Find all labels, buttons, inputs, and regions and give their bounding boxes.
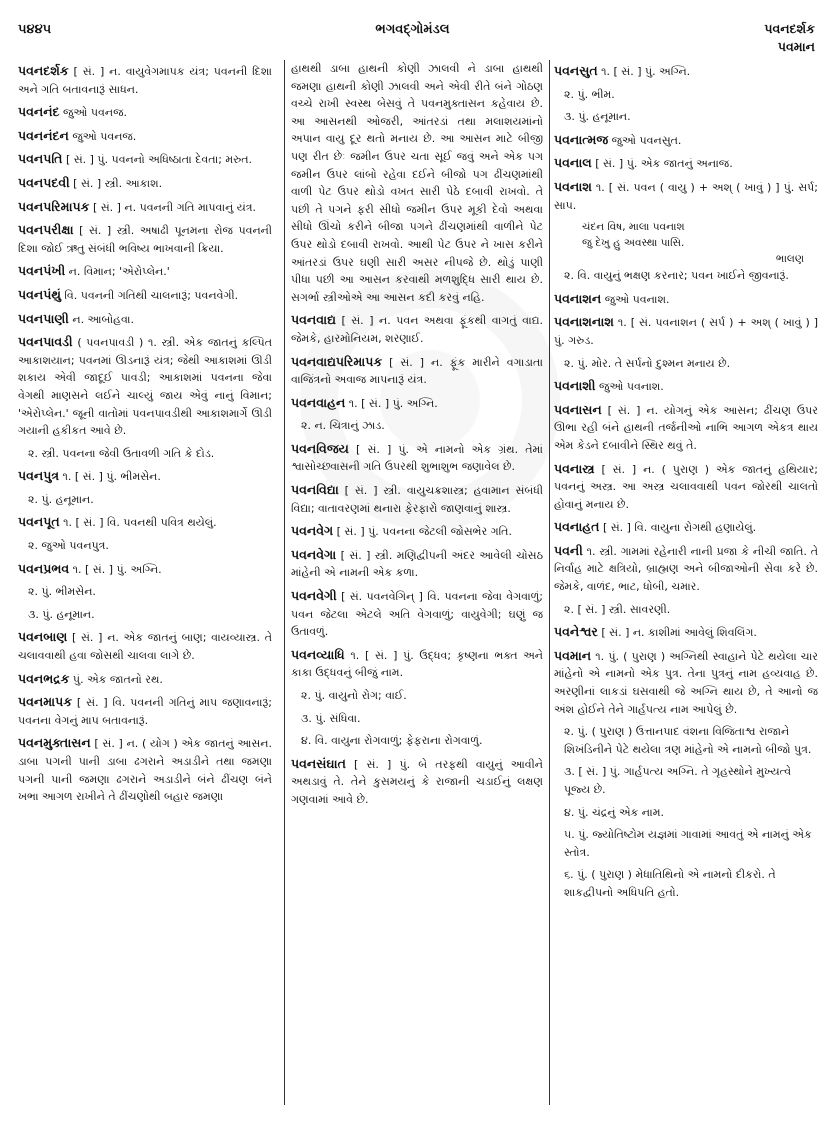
sub-sense: ૨. પું. મોર. તે સર્પનો દુશ્મન મનાય છે.: [564, 356, 731, 370]
headword: પવનપંખી: [18, 263, 66, 279]
dictionary-entry: [554, 131, 818, 150]
column-1: [18, 62, 272, 811]
headword: પવનપ્રભવ: [18, 560, 70, 576]
definition: ન. આબોહવા.: [68, 312, 134, 326]
definition: ૧. સ્ત્રી. ગામમાં રહેનારી નાની પ્રજા કે નીચી જાતિ. તે નિર્વાહ માટે ક્ષત્રિયો, બ્રાહ્મણ અને બીજાઓની સેવા કરે છે. જેમકે, વાળંદ, ભાટ, ધોબી, ચમાર.: [554, 544, 818, 594]
page-number: ૫૪૪૫: [18, 22, 52, 37]
dictionary-entry: [291, 353, 543, 389]
definition: ૧. [ સં. ] પું. અગ્નિ.: [69, 562, 162, 576]
definition: જુઓ પવનજ.: [59, 106, 127, 120]
dictionary-entry: [18, 560, 272, 579]
sub-sense: ૨. પું. હનૂમાન.: [28, 492, 94, 506]
definition: ૧. [ સં. પવન ( વાયુ ) + અશ્ ( ખાવું ) ] પું. સર્પ; સાપ.: [554, 180, 818, 212]
dictionary-entry: [554, 62, 818, 81]
headword: પવનવેગ: [291, 523, 334, 539]
headword: પવનસુત: [554, 63, 598, 78]
headword: પવનાશન: [554, 290, 602, 306]
guide-word-last: પવમાન: [777, 39, 815, 54]
dictionary-entry: [291, 481, 543, 517]
definition: [ સં. ] પું. પવનનો અધિષ્ઠાતા દેવતા; મરુત.: [62, 153, 253, 167]
definition: [ સં. ] પું. એ નામનો એક ગ્રંથ. તેમાં શ્વાસોચ્છ્વાસની ગતિ ઉપરથી શુભાશુભ જણાવેલ છે.: [291, 442, 543, 474]
headword: પવનબાણ: [18, 629, 68, 645]
continuation-text: હાથથી ડાબા હાથની કોણી ઝાલવી ને ડાબા હાથથી જમણા હાથની કોણી ઝાલવી અને એવી રીતે બંને ગોઠણ વચ્ચે રાખી સ્વસ્થ બેસવું તે પવનમુક્તાસન કહેવાય છે. આ આસનથી ઓજરી, આંતરડાં તથા મલાશયમાંનો અપાન વાયુ દૂર થતો મનાય છે. આ આસન માટે બીજી પણ રીત છેઃ જમીન ઉપર ચતા સૂઈ જવું અને એક પગ જમીન ઉપર લાંબો રહેવા દઈને બીજો પગ ઢીંચણમાંથી વાળી પેટ ઉપર થોડો વખત સારી પેઠે દબાવી રાખવો. તે પછી તે પગને ફરી સીધો જમીન ઉપર મૂકી દેવો અથવા સીધો ઊંચો કરીને બીજા પગને ઢીંચણમાંથી વાળીને પેટ ઉપર થોડો દબાવી રાખવો. આથી પેટ ઉપર ને ખાસ કરીને આંતરડાં ઉપર ઘણી સારી અસર નીપજે છે. થોડું પાણી પીધા પછી આ આસન કરવાથી મળશુદ્ધિ સારી થાય છે. સગર્ભા સ્ત્રીઓએ આ આસન કદી કરવું નહિ.: [291, 62, 543, 304]
headword: પવનાશ: [554, 178, 592, 194]
definition: ૧. [ સં. ] વિ. પવનથી પવિત્ર થયેલું.: [59, 516, 217, 530]
headword: પવનપાણી: [18, 310, 69, 326]
guide-word-first: પવનદર્શક: [764, 21, 815, 36]
headword: પવનસંઘાત: [291, 755, 346, 771]
dictionary-entry: [291, 522, 543, 541]
headword: પવમાન: [554, 647, 592, 663]
guide-words: [764, 20, 815, 56]
headword: પવનવેગા: [291, 546, 337, 562]
page-title: ભગવદ્ગોમંડલ: [375, 22, 450, 37]
headword: પવનમુક્તાસન: [18, 735, 91, 751]
headword: પવનવ્યાધિ: [291, 646, 345, 662]
headword: પવનપરિમાપક: [18, 198, 90, 214]
dictionary-entry: [18, 150, 272, 169]
sub-sense: ૩. પું. હનૂમાન.: [28, 607, 95, 621]
definition: ૧. [ સં. ] પું. અગ્નિ.: [345, 396, 438, 410]
headword: પવનાશનાશ: [554, 314, 614, 330]
definition: [ સં. ] ન. ફૂંક મારીને વગાડાતા વાજિંત્રનો અવાજ માપનારૂં યંત્ર.: [291, 355, 543, 387]
dictionary-entry: [18, 310, 272, 329]
sub-sense: ૩. પું. હનૂમાન.: [564, 110, 631, 124]
sub-sense: ૨. સ્ત્રી. પવનના જેવી ઉતાવળી ગતિ કે દોડ.: [28, 446, 215, 460]
definition: [ સં. ] સ્ત્રી. અષાઢી પૂનમના રોજ પવનની દિશા જોઈ ઋતુ સંબંધી ભવિષ્ય ભાખવાની ક્રિયા.: [18, 224, 272, 255]
sub-sense: ૨. પું. ભીમસેન.: [28, 585, 96, 599]
headword: પવનમાપક: [18, 694, 73, 710]
headword: પવનપરીક્ષા: [18, 222, 74, 238]
dictionary-entry: [18, 513, 272, 532]
definition: ન. વિમાન; 'એરોપ્લેન.': [65, 265, 170, 279]
column-3: [554, 62, 818, 907]
definition: [ સં. ] ન. કાશીમાં આવેલું શિવલિંગ.: [597, 626, 757, 640]
sub-sense: ૨. [ સં. ] સ્ત્રી. સાવરણી.: [564, 602, 671, 616]
quotation-line: ચંદન વિષ, માલા પવનાશ: [582, 221, 685, 234]
dictionary-entry: [554, 518, 818, 537]
definition: [ સં. ] સ્ત્રી. મણિદ્વીપની અંદર આવેલી ચોસઠ માંહેની એ નામની એક કળા.: [291, 548, 543, 580]
headword: પવનપાવડી: [18, 334, 73, 350]
dictionary-entry: [291, 646, 543, 682]
headword: પવનનંદ: [18, 104, 60, 120]
dictionary-entry: [554, 313, 818, 349]
dictionary-entry: [18, 734, 272, 805]
headword: પવનદર્શક: [18, 63, 69, 78]
dictionary-entry: [554, 623, 818, 642]
dictionary-entry: [554, 154, 818, 173]
headword: પવની: [554, 542, 583, 558]
definition: [ સં. ] પું. પવનના જેટલી જોસભેર ગતિ.: [333, 525, 512, 539]
definition: [ સં. ] ન. ( યોગ ) એક જાતનું આસન. ડાબા પગની પાની ડાબા ઢગરાને અડાડીને તથા જમણા પગની પાની જમણા ઢગરાને અડાડીને બંને ઢીંચણ બંને ખભા આગળ રાખીને તે ઢીંચણોથી બહાર જમણા: [18, 737, 272, 804]
dictionary-entry: [18, 286, 272, 305]
dictionary-entry: [18, 467, 272, 486]
dictionary-entry: [554, 542, 818, 596]
definition: ૧. [ સં. ] પું. અગ્નિ.: [597, 65, 691, 78]
definition: જુઓ પવનાશ.: [601, 292, 670, 306]
dictionary-entry: [18, 693, 272, 729]
definition: [ સં. ] ન. એક જાતનું બાણ; વાયવ્યાસ્ત્ર. તે ચલાવવાથી હવા જોસથી ચાલવા લાગે છે.: [18, 631, 272, 663]
definition: [ સં. ] વિ. વાયુના રોગથી હણાયેલું.: [599, 521, 757, 535]
dictionary-entry: [554, 460, 818, 514]
dictionary-entry: [18, 221, 272, 257]
definition: ૧. [ સં. ] પું. ભીમસેન.: [59, 470, 161, 484]
dictionary-entry: [291, 440, 543, 476]
dictionary-entry: [18, 127, 272, 146]
headword: પવનપતિ: [18, 151, 63, 167]
definition: [ સં. ] પું. એક જાતનું અનાજ.: [591, 157, 733, 171]
sub-sense: ૫. પું. જ્યોતિષ્ટોમ યજ્ઞમાં ગાવામાં આવતું એ નામનું એક સ્તોત્ર.: [564, 828, 812, 859]
dictionary-entry: [18, 62, 272, 98]
headword: પવનપંથું: [18, 286, 61, 302]
definition: જુઓ પવનાશ.: [595, 380, 664, 394]
dictionary-entry: [18, 670, 272, 689]
definition: ૧. [ સં. ] પું. ઉદ્ધવ; કૃષ્ણના ભક્ત અને કાકા ઉદ્ધવનું બીજું નામ.: [291, 648, 543, 680]
dictionary-entry: [18, 262, 272, 281]
dictionary-entry: [554, 290, 818, 309]
headword: પવનાસન: [554, 401, 602, 417]
headword: પવનપૂત: [18, 514, 60, 530]
sub-sense: ૨. પું. ( પુરાણ ) ઉત્તાનપાદ વંશના વિજિતાશ્વ રાજાને શિખંડિનીને પેટે થયેલા ત્રણ માંહેનો એ નામનો બીજો પુત્ર.: [564, 725, 812, 756]
dictionary-entry: [291, 394, 543, 413]
dictionary-entry: [18, 333, 272, 440]
definition: [ સં. ] પું. બે તરફથી વાયુનું આવીને અથડાવું તે. તેને કુસમયનું કે રાજાની ચડાઈનું લક્ષણ ગણવામાં આવે છે.: [291, 757, 543, 806]
sub-sense: ૨. પું. વાયુનો રોગ; વાઈ.: [301, 689, 407, 702]
definition: ૧. [ સં. પવનાશન ( સર્પ ) + અશ્ ( ખાવું ) ] પું. ગરુડ.: [554, 316, 818, 347]
definition: [ સં. ] સ્ત્રી. વાયુચક્રશાસ્ત્ર; હવામાન સંબંધી વિદ્યા; વાતાવરણમાં થનારા ફેરફારો જાણવાનું શાસ્ત્ર.: [291, 484, 543, 515]
sub-sense: ૨. જુઓ પવનપુત્ર.: [28, 539, 109, 553]
headword: પવનાહત: [554, 519, 600, 535]
sub-sense: ૪. વિ. વાયુના રોગવાળું; ફેફરાના રોગવાળું.: [301, 734, 483, 748]
definition: [ સં. પવનવેગિન્ ] વિ. પવનના જેવા વેગવાળું; પવન જેટલા એટલે અતિ વેગવાળું; વાયુવેગી; ઘણું જ ઉતાવળું.: [291, 590, 543, 639]
sub-sense: ૬. પું. ( પુરાણ ) મેધાતિથિનો એ નામનો દીકરો. તે શાકદ્વીપનો અધિપતિ હતો.: [564, 868, 776, 899]
headword: પવનવાહન: [291, 394, 346, 410]
sub-sense: ૨. પું. ભીમ.: [564, 87, 615, 101]
dictionary-entry: [554, 178, 818, 214]
sub-sense: ૩. પું. સંધિવા.: [301, 711, 361, 725]
headword: પવનનંદન: [18, 127, 69, 143]
definition: [ સં. ] ન. પવનની ગતિ માપવાનું યંત્ર.: [89, 200, 257, 214]
headword: પવનવાદ્યપરિમાપક: [291, 353, 383, 369]
quotation-source: ભાલણ: [775, 253, 804, 266]
headword: પવનપુત્ર: [18, 468, 60, 484]
definition: ( પવનપાવડી ) ૧. સ્ત્રી. એક જાતનું કલ્પિત આકાશયાન; પવનમાં ઊડનારૂં યંત્ર; જેથી આકાશમાં ઊડી શકાય એવી જાદૂઈ પાવડી; આકાશમાં પવનના જેવા વેગથી માણસને લઈને ચાલ્યું જાય એવું નાનું વિમાન; 'એરોપ્લેન.' જૂની વાતોમાં પવનપાવડીથી આકાશમાર્ગે ઊડી ગયાની હકીકત આવે છે.: [18, 336, 272, 438]
definition: [ સં. ] ન. ( પુરાણ ) એક જાતનું હથિયાર; પવનનું અસ્ત્ર. આ અસ્ત્ર ચલાવવાથી પવન જોરથી ચાલતો હોવાનું મનાય છે.: [554, 462, 818, 511]
sub-sense: ૨. વિ. વાયુનું ભક્ષણ કરનાર; પવન ખાઈને જીવનારૂં.: [564, 269, 789, 283]
headword: પવનાલ: [554, 155, 592, 171]
dictionary-entry: [291, 546, 543, 582]
definition: પું. એક જાતનો રથ.: [69, 672, 163, 686]
definition: [ સં. ] વિ. પવનની ગતિનું માપ જણાવનારૂં; પવનના વેગનું માપ બતાવનારૂં.: [18, 696, 272, 727]
definition: [ સં. ] ન. યોગનું એક આસન; ઢીંચણ ઉપર ઊભા રહી બંને હાથની તર્જનીઓ નાભિ આગળ એકત્ર થાય એમ કેડને દબાવીને સ્થિર થવું તે.: [554, 403, 818, 452]
definition: [ સં. ] ન. વાયુવેગમાપક યંત્ર; પવનની દિશા અને ગતિ બતાવનારૂં સાધન.: [18, 65, 272, 96]
sub-sense: ૪. પું. ચંદ્રનું એક નામ.: [564, 805, 664, 819]
headword: પવનવેગી: [291, 588, 337, 604]
definition: ૧. પું. ( પુરાણ ) અગ્નિથી સ્વાહાને પેટે થયેલા ચાર માંહેનો એ નામનો એક પુત્ર. તેના પુત્રનું નામ હવ્યવાહ છે. અરણીનાં લાકડાં ઘસવાથી જે અગ્નિ થાય છે, તે આનો જ અંશ હોઈને તેને ગાર્હપત્ય નામ આપેલું છે.: [554, 649, 818, 716]
column-2: [284, 60, 550, 1105]
quotation-line: જુ દેખુ હુ અવસ્થા પાસિ.: [582, 237, 685, 250]
dictionary-entry: [554, 377, 818, 396]
headword: પવનપદવી: [18, 174, 70, 190]
headword: પવનેશ્વર: [554, 624, 598, 640]
dictionary-entry: [554, 401, 818, 455]
dictionary-entry: [291, 587, 543, 641]
definition: જુઓ પવનસુત.: [608, 133, 682, 147]
page-header: [0, 18, 825, 58]
headword: પવનાશી: [554, 378, 596, 394]
dictionary-entry: [18, 198, 272, 217]
dictionary-entry: [18, 628, 272, 664]
headword: પવનાસ્ત્ર: [554, 460, 595, 476]
definition: જુઓ પવનજ.: [68, 129, 137, 143]
headword: પવનભદ્રક: [18, 670, 70, 686]
sub-sense: ૩. [ સં. ] પું. ગાર્હપત્ય અગ્નિ. તે ગૃહસ્થોને મુખ્યત્વે પૂજ્ય છે.: [564, 765, 792, 796]
headword: પવનવિજય: [291, 440, 349, 456]
quotation: [582, 219, 818, 267]
headword: પવનાત્મજ: [554, 131, 609, 147]
definition: [ સં. ] સ્ત્રી. આકાશ.: [69, 176, 163, 190]
definition: [ સં. ] ન. પવન અથવા ફૂંકથી વાગતું વાદ્ય. જેમકે, હારમોનિયમ, શરણાઈ.: [291, 314, 543, 345]
sub-sense: ૨. ન. ચિત્રાનું ઝાડ.: [301, 419, 385, 433]
dictionary-entry: [554, 647, 818, 718]
dictionary-entry: [291, 311, 543, 347]
dictionary-entry: [291, 755, 543, 809]
headword: પવનવાદ્ય: [291, 312, 336, 328]
dictionary-entry: [18, 103, 272, 122]
headword: પવનવિદ્યા: [291, 482, 339, 498]
definition: વિ. પવનની ગતિથી ચાલનારૂં; પવનવેગી.: [60, 288, 239, 302]
dictionary-entry: [18, 174, 272, 193]
